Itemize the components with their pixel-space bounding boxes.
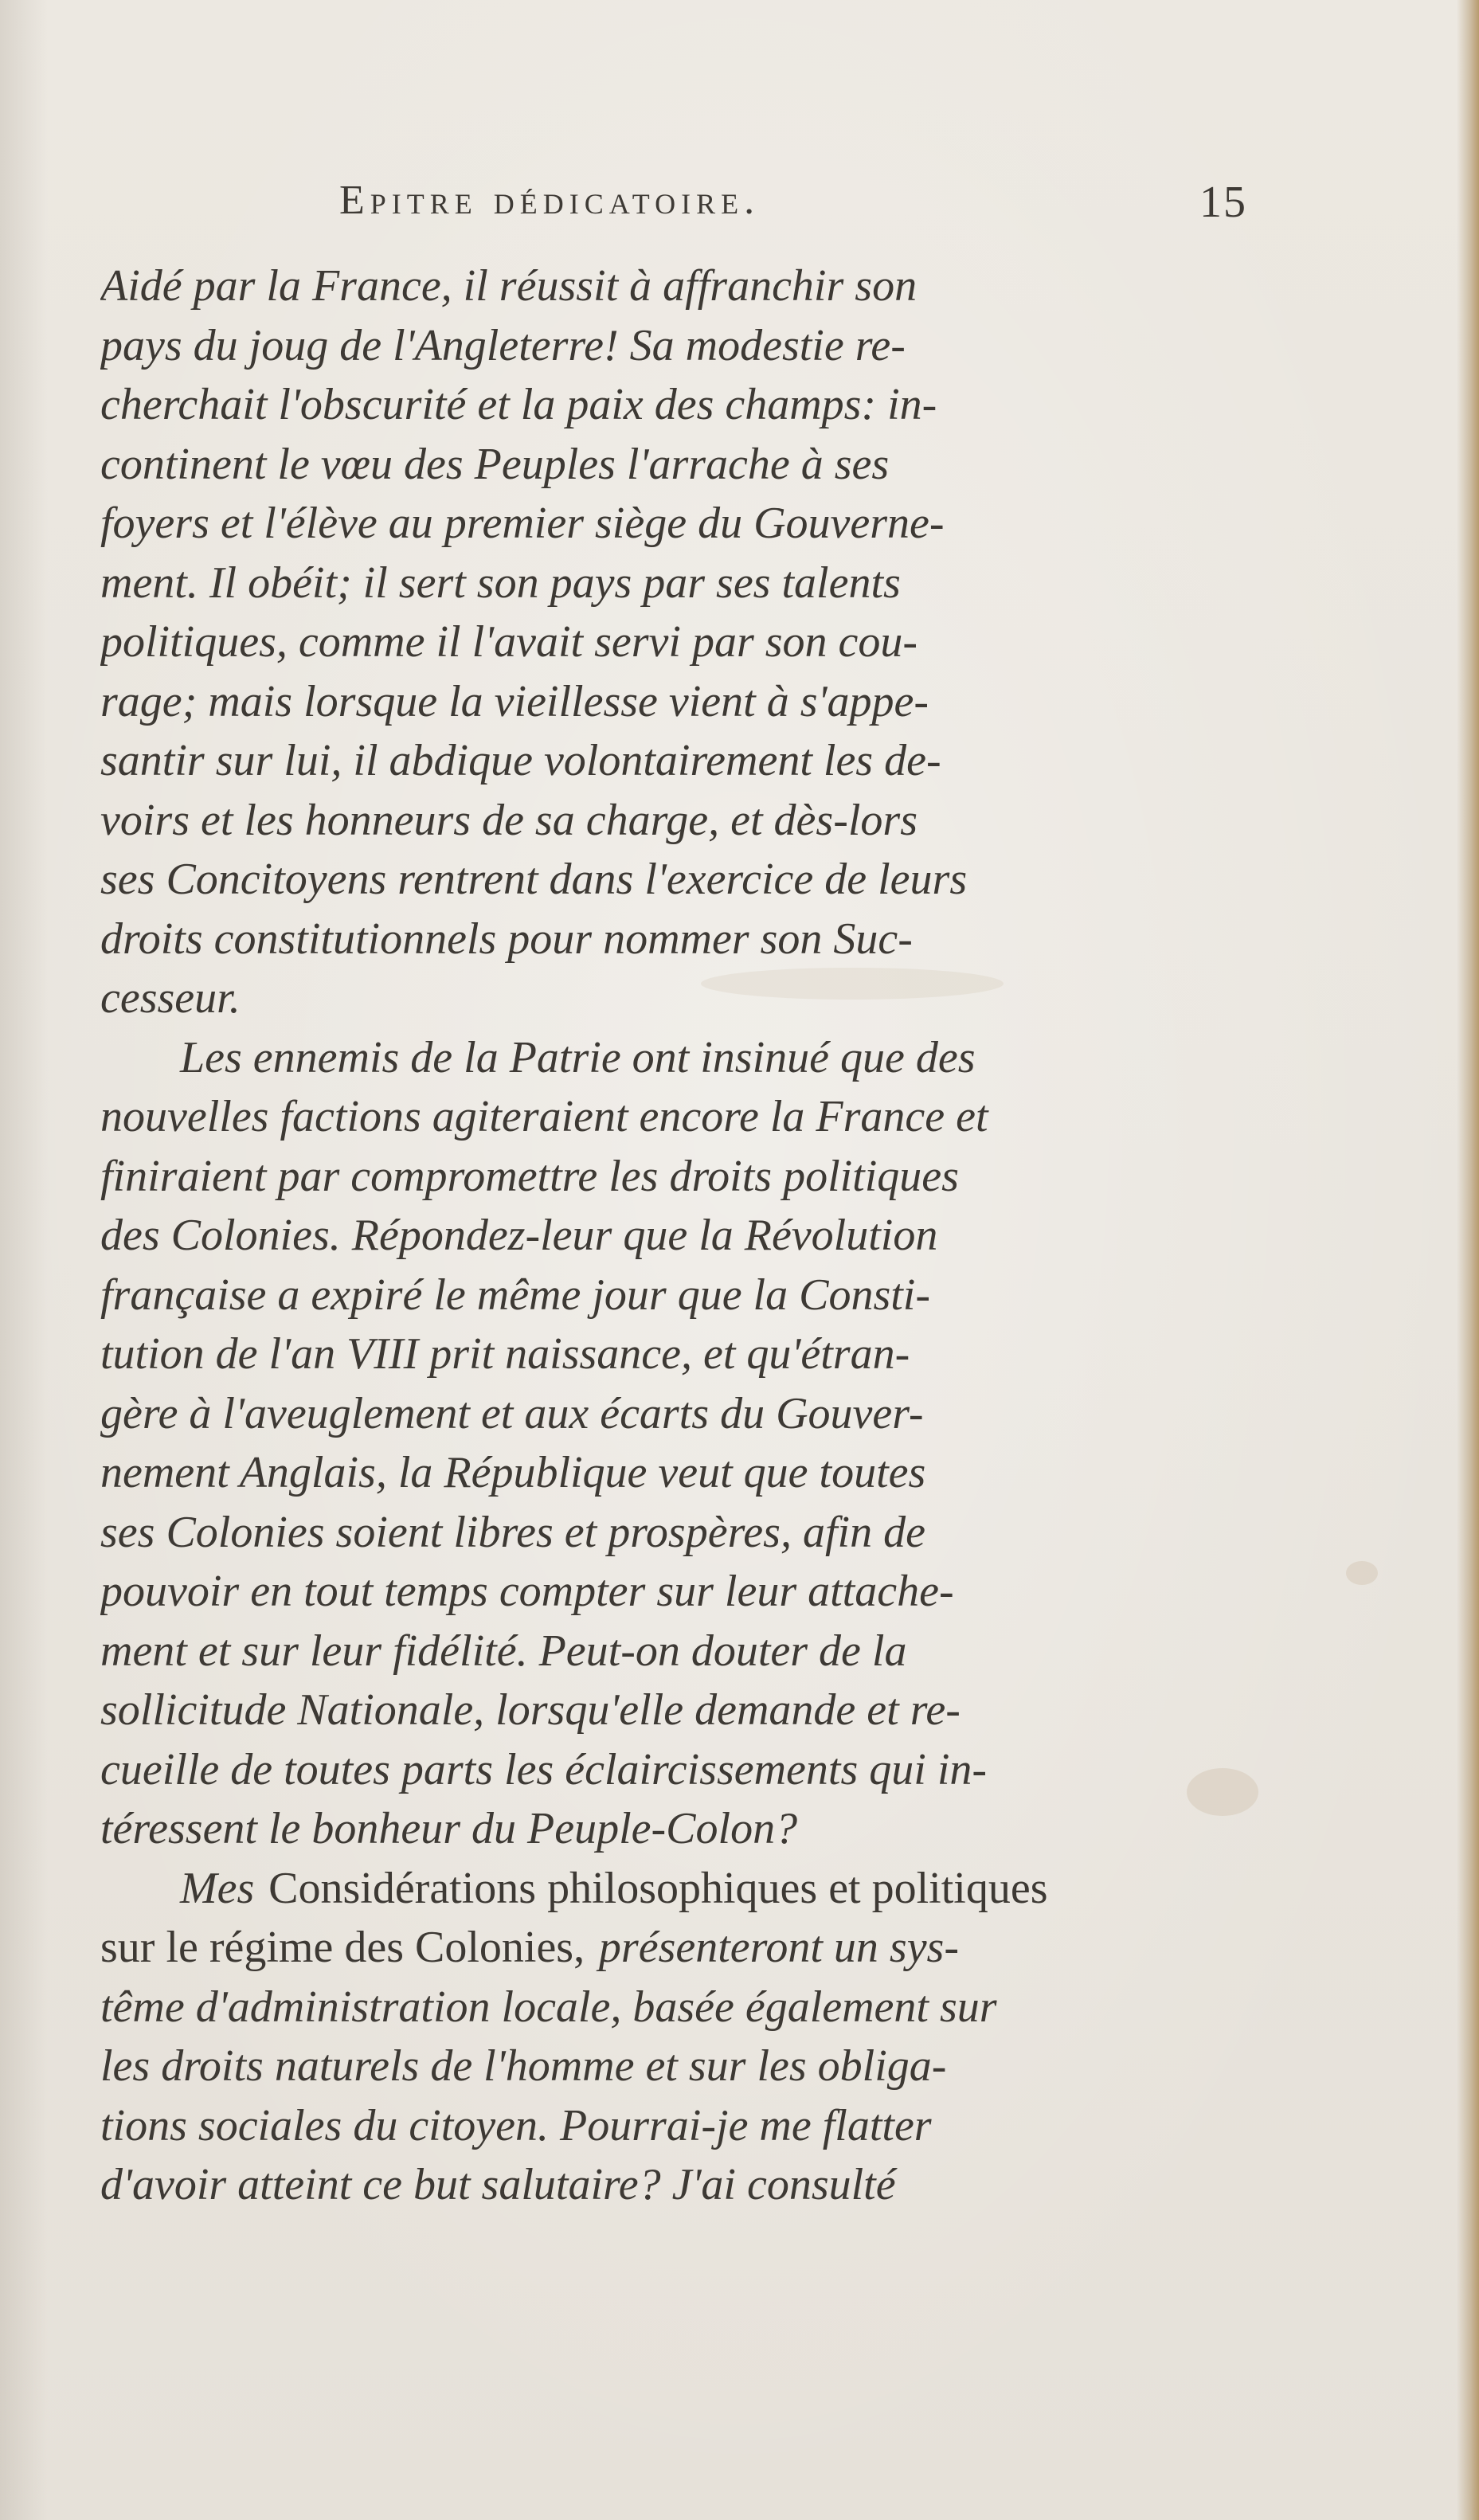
text-line: cesseur. [100,973,241,1023]
text-line: ses Concitoyens rentrent dans l'exercice de leurs [100,855,968,904]
text-fragment: présenteront un sys- [598,1923,959,1972]
text-line: ses Colonies soient libres et prospères, afin de [100,1507,925,1557]
text-line: santir sur lui, il abdique volontairement les de- [100,736,941,785]
text-line: pays du joug de l'Angleterre! Sa modestie re- [100,320,906,370]
text-line: nouvelles factions agiteraient encore la France et [100,1092,988,1141]
text-line: gère à l'aveuglement et aux écarts du Gouver- [100,1388,924,1438]
page-edge [1457,0,1479,2520]
text-line: téressent le bonheur du Peuple-Colon? [100,1804,798,1853]
text-line: Les ennemis de la Patrie ont insinué que des [180,1032,976,1082]
text-line: rage; mais lorsque la vieillesse vient à s'appe- [100,676,929,726]
running-title: Epitre dédicatoire. [339,178,761,223]
text-line: foyers et l'élève au premier siège du Gouverne- [100,499,945,548]
text-line: française a expiré le même jour que la Consti- [100,1270,931,1320]
text-line: droits constitutionnels pour nommer son Suc- [100,914,913,964]
binding-shadow [0,0,48,2520]
body-text [100,256,1255,2215]
text-line: pouvoir en tout temps compter sur leur attache- [100,1567,954,1616]
text-line: tême d'administration locale, basée également sur [100,1982,997,2032]
text-line: ment. Il obéit; il sert son pays par ses talents [100,558,901,608]
text-line: nement Anglais, la République veut que toutes [100,1448,926,1497]
text-line: cueille de toutes parts les éclaircissements qui in- [100,1744,988,1794]
text-line: d'avoir atteint ce but salutaire? J'ai consulté [100,2160,896,2209]
text-line: ment et sur leur fidélité. Peut-on douter de la [100,1626,907,1676]
text-line: continent le vœu des Peuples l'arrache à ses [100,439,890,489]
text-line: cherchait l'obscurité et la paix des champs: in- [100,380,937,429]
text-line: voirs et les honneurs de sa charge, et dès-lors [100,795,918,845]
text-fragment: sur le régime des Colonies, [100,1923,585,1972]
text-line [100,1859,1255,1919]
text-fragment: Mes [180,1863,255,1913]
text-line: tution de l'an VIII prit naissance, et qu'étran- [100,1329,910,1379]
text-line: politiques, comme il l'avait servi par son cou- [100,617,918,667]
text-line: finiraient par compromettre les droits politiques [100,1151,959,1201]
text-line: Aidé par la France, il réussit à affranchir son [100,261,918,311]
page-number: 15 [1199,178,1247,227]
running-header [339,177,1279,241]
text-line: sollicitude Nationale, lorsqu'elle demande et re- [100,1685,961,1735]
text-line [100,1918,1255,1978]
text-line: tions sociales du citoyen. Pourrai-je me flatter [100,2100,932,2150]
foxing-spot [1346,1561,1378,1585]
text-fragment: Considérations philosophiques et politiques [268,1863,1048,1913]
text-line: des Colonies. Répondez-leur que la Révolution [100,1211,938,1260]
text-line: les droits naturels de l'homme et sur les obliga- [100,2041,947,2091]
